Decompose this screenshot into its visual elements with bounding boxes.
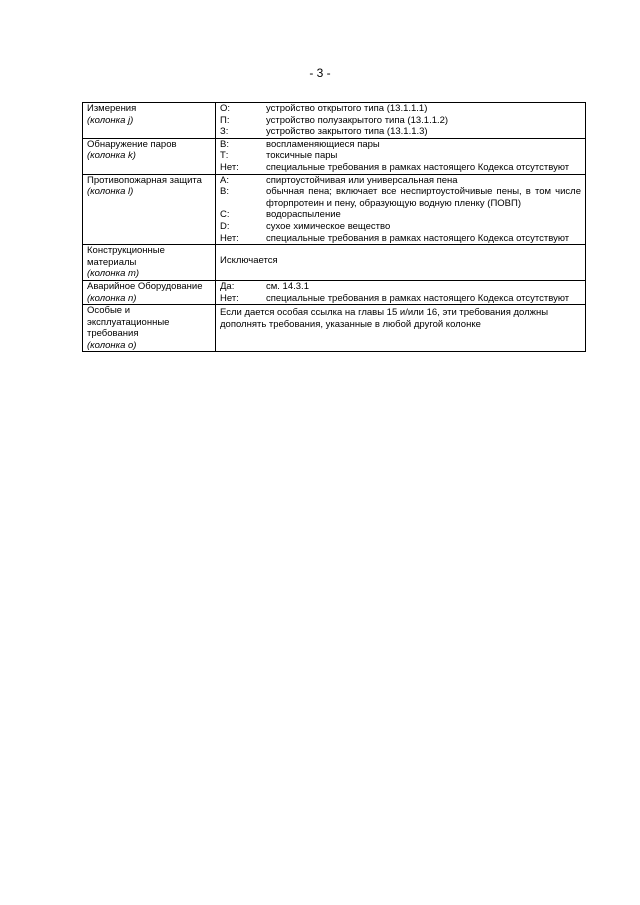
entry-desc: обычная пена; включает все неспиртоустойчивые пены, в том числе фторпротеин и пену, образующую водную пленку (ПОВП)	[266, 186, 581, 209]
table-row	[83, 305, 586, 352]
entry-code: Т:	[220, 150, 229, 162]
list-item	[220, 209, 581, 221]
column-ref: (колонка k)	[87, 150, 136, 162]
row-content-cell	[216, 138, 586, 174]
requirements-table	[82, 102, 586, 352]
entry-desc: сухое химическое вещество	[266, 220, 391, 232]
list-item	[220, 221, 581, 233]
row-content-cell	[216, 280, 586, 304]
entry-code: B:	[220, 186, 229, 198]
entry-desc: токсичные пары	[266, 150, 338, 162]
row-content-cell	[216, 174, 586, 245]
page-number: - 3 -	[309, 66, 331, 80]
entry-code: З:	[220, 126, 229, 138]
entry-code: Да:	[220, 280, 235, 292]
table-row	[83, 174, 586, 245]
list-item	[220, 126, 581, 138]
row-label-cell	[83, 103, 216, 139]
row-label: Аварийное Оборудование	[87, 280, 203, 292]
row-label-cell	[83, 138, 216, 174]
entry-desc: специальные требования в рамках настоящего Кодекса отсутствуют	[266, 232, 570, 244]
entry-desc: устройство полузакрытого типа (13.1.1.2)	[266, 114, 449, 126]
entry-code: П:	[220, 114, 230, 126]
row-content-cell	[216, 103, 586, 139]
entry-desc: устройство открытого типа (13.1.1.1)	[266, 103, 428, 114]
list-item	[220, 115, 581, 127]
entry-desc: специальные требования в рамках настоящего Кодекса отсутствуют	[266, 161, 570, 173]
column-ref: (колонка m)	[87, 268, 140, 280]
entry-code: Нет:	[220, 232, 239, 244]
list-item	[220, 281, 581, 293]
row-label-cell	[83, 305, 216, 352]
entry-code: О:	[220, 103, 231, 114]
entry-desc: специальные требования в рамках настоящего Кодекса отсутствуют	[266, 292, 570, 304]
row-label: Конструкционные материалы	[87, 245, 165, 268]
table-row	[83, 280, 586, 304]
column-ref: (колонка o)	[87, 339, 137, 351]
row-content-cell	[216, 245, 586, 281]
list-item	[220, 186, 581, 209]
entry-desc: см. 14.3.1	[266, 280, 309, 292]
list-item	[220, 233, 581, 245]
list-item	[220, 150, 581, 162]
column-ref: (колонка j)	[87, 114, 134, 126]
list-item	[220, 103, 581, 115]
entry-desc: водораспыление	[266, 209, 341, 221]
column-ref: (колонка l)	[87, 186, 134, 198]
row-label: Особые и эксплуатационные требования	[87, 305, 170, 340]
row-label-cell	[83, 280, 216, 304]
list-item	[220, 293, 581, 305]
entry-desc: спиртоустойчивая или универсальная пена	[266, 174, 458, 186]
table-row	[83, 245, 586, 281]
row-label: Противопожарная защита	[87, 174, 202, 186]
entry-code: D:	[220, 220, 230, 232]
entry-desc: воспламеняющиеся пары	[266, 138, 380, 150]
entry-code: Нет:	[220, 161, 239, 173]
entry-code: A:	[220, 174, 229, 186]
list-item	[220, 139, 581, 151]
entry-code: Нет:	[220, 292, 239, 304]
row-label-cell	[83, 174, 216, 245]
row-text: Если дается особая ссылка на главы 15 и/или 16, эти требования должны дополнять требования, указанные в любой другой колонке	[220, 307, 549, 330]
table-row	[83, 138, 586, 174]
row-content-cell	[216, 305, 586, 352]
row-label: Обнаружение паров	[87, 138, 177, 150]
column-ref: (колонка n)	[87, 292, 137, 304]
row-label-cell	[83, 245, 216, 281]
list-item	[220, 175, 581, 187]
table-row	[83, 103, 586, 139]
entry-code: В:	[220, 138, 229, 150]
entry-desc: устройство закрытого типа (13.1.1.3)	[266, 126, 428, 138]
list-item	[220, 162, 581, 174]
entry-code: C:	[220, 209, 230, 221]
row-text: Исключается	[220, 255, 278, 267]
row-label: Измерения	[87, 103, 137, 114]
